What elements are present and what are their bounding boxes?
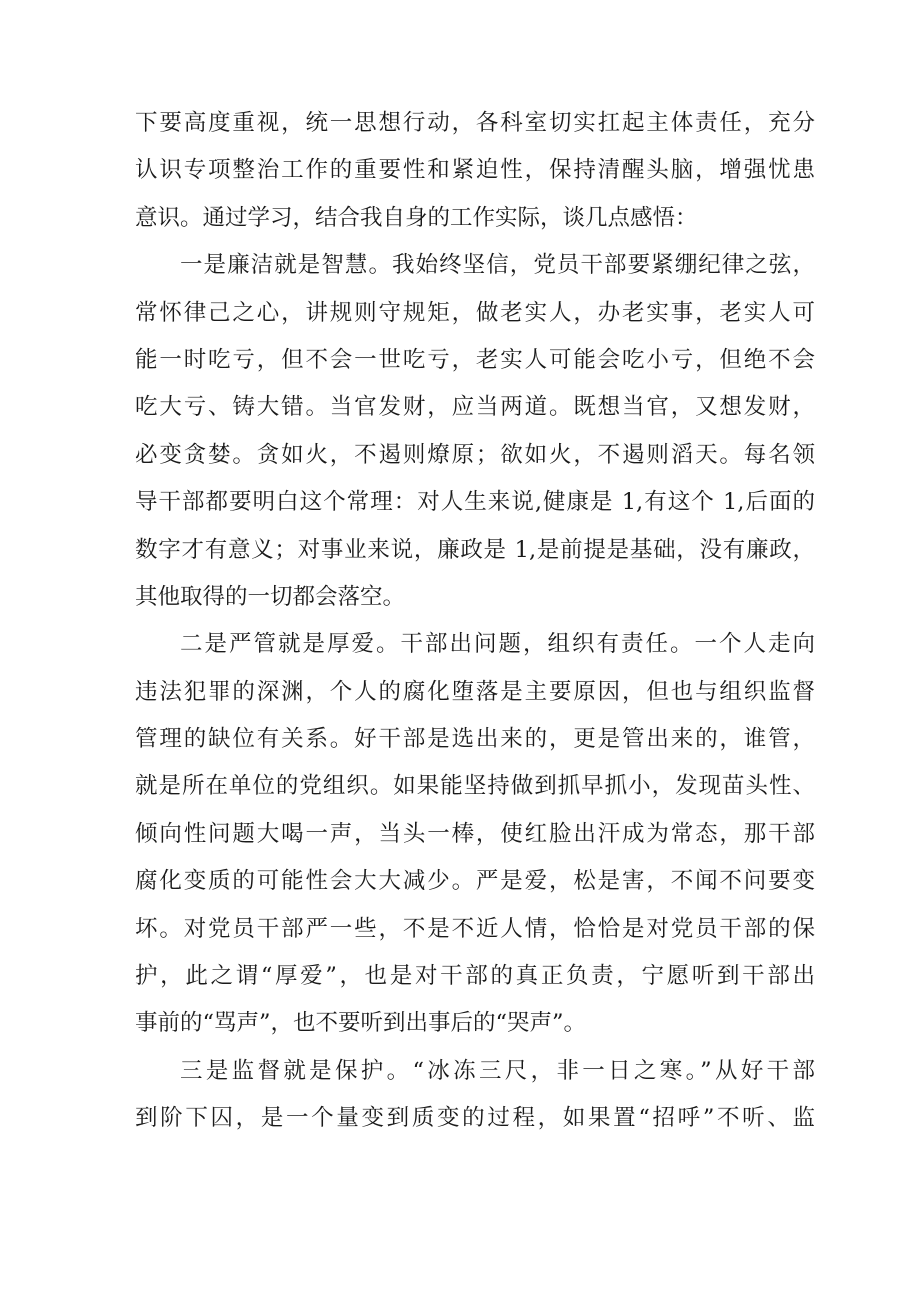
text-line: 倾向性问题大喝一声，当头一棒，使红脸出汗成为常态，那干部 — [135, 820, 815, 847]
text-line: 意识。通过学习，结合我自身的工作实际，谈几点感悟： — [135, 204, 698, 231]
text-line: 管理的缺位有关系。好干部是选出来的，更是管出来的，谁管， — [135, 726, 815, 753]
text-line: 就是所在单位的党组织。如果能坚持做到抓早抓小，发现苗头性、 — [135, 773, 815, 800]
text-line: 数字才有意义；对事业来说，廉政是 1,是前提是基础，没有廉政， — [135, 536, 815, 563]
text-line: 下要高度重视，统一思想行动，各科室切实扛起主体责任，充分 — [135, 110, 815, 136]
text-line: 违法犯罪的深渊，个人的腐化堕落是主要原因，但也与组织监督 — [135, 678, 815, 705]
paragraph-point-one — [135, 242, 815, 621]
text-line: 事前的“骂声”，也不要听到出事后的“哭声”。 — [135, 1010, 587, 1037]
text-line: 吃大亏、铸大错。当官发财，应当两道。既想当官，又想发财， — [135, 394, 815, 421]
paragraph-intro-continued — [135, 100, 815, 242]
text-line: 一是廉洁就是智慧。我始终坚信，党员干部要紧绷纪律之弦， — [180, 252, 815, 279]
text-line: 二是严管就是厚爱。干部出问题，组织有责任。一个人走向 — [180, 631, 815, 658]
text-line: 其他取得的一切都会落空。 — [135, 583, 406, 610]
text-line: 常怀律己之心，讲规则守规矩，做老实人，办老实事，老实人可 — [135, 299, 815, 326]
text-line: 腐化变质的可能性会大大减少。严是爱，松是害，不闻不问要变 — [135, 868, 815, 895]
text-line: 到阶下囚，是一个量变到质变的过程，如果置“招呼”不听、监 — [135, 1105, 815, 1132]
text-line: 三是监督就是保护。“冰冻三尺，非一日之寒。”从好干部 — [180, 1057, 815, 1084]
text-line: 必变贪婪。贪如火，不遏则燎原；欲如火，不遏则滔天。每名领 — [135, 441, 815, 468]
paragraph-point-two — [135, 621, 815, 1048]
text-line: 导干部都要明白这个常理：对人生来说,健康是 1,有这个 1,后面的 — [135, 489, 815, 516]
text-line: 坏。对党员干部严一些，不是不近人情，恰恰是对党员干部的保 — [135, 915, 815, 942]
text-line: 能一时吃亏，但不会一世吃亏，老实人可能会吃小亏，但绝不会 — [135, 346, 815, 373]
text-line: 认识专项整治工作的重要性和紧迫性，保持清醒头脑，增强忧患 — [135, 157, 815, 184]
text-line: 护，此之谓“厚爱”，也是对干部的真正负责，宁愿听到干部出 — [135, 963, 815, 990]
document-body — [135, 100, 815, 1143]
paragraph-point-three — [135, 1048, 815, 1143]
